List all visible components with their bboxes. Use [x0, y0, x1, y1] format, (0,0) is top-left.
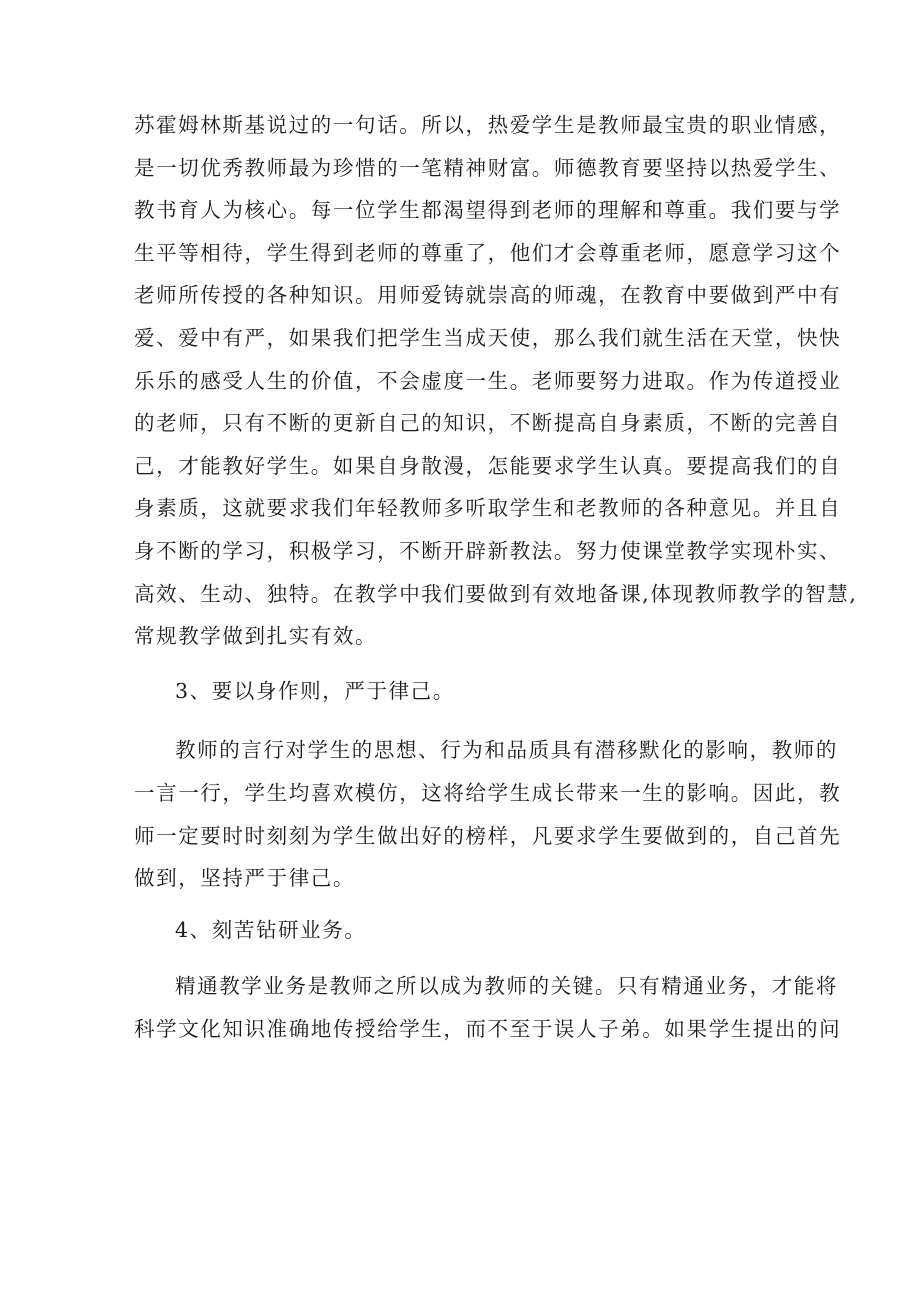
section-heading-3 [134, 670, 788, 713]
text-line: 乐乐的感受人生的价值，不会虚度一生。老师要努力进取。作为传道授业 [134, 368, 842, 393]
text-line: 爱、爱中有严，如果我们把学生当成天使，那么我们就生活在天堂，快快 [134, 325, 842, 350]
text-line: 一言一行，学生均喜欢模仿，这将给学生成长带来一生的影响。因此，教 [134, 780, 842, 805]
text-line: 己，才能教好学生。如果自身散漫，怎能要求学生认真。要提高我们的自 [134, 453, 842, 478]
text-line: 科学文化知识准确地传授给学生，而不至于误人子弟。如果学生提出的问 [134, 1016, 842, 1041]
body-paragraph-3 [134, 965, 842, 1050]
text-line: 师一定要时时刻刻为学生做出好的榜样，凡要求学生要做到的，自己首先 [134, 823, 842, 848]
text-line: 精通教学业务是教师之所以成为教师的关键。只有精通业务，才能将 [175, 974, 838, 999]
text-line: 身素质，这就要求我们年轻教师多听取学生和老教师的各种意见。并且自 [134, 496, 842, 521]
text-line: 生平等相待，学生得到老师的尊重了，他们才会尊重老师，愿意学习这个 [134, 240, 842, 265]
text-line: 的老师，只有不断的更新自己的知识，不断提高自身素质，不断的完善自 [134, 411, 842, 436]
text-line: 高效、生动、独特。在教学中我们要做到有效地备课,体现教师教学的智慧, [134, 581, 858, 606]
text-line: 做到，坚持严于律己。 [134, 866, 355, 891]
text-line: 老师所传授的各种知识。用师爱铸就崇高的师魂，在教育中要做到严中有 [134, 283, 842, 308]
section-heading-4 [134, 909, 788, 952]
body-paragraph-2 [134, 729, 842, 899]
text-line: 教师的言行对学生的思想、行为和品质具有潜移默化的影响，教师的 [175, 738, 838, 763]
text-line: 教书育人为核心。每一位学生都渴望得到老师的理解和尊重。我们要与学 [134, 198, 842, 223]
text-line: 常规教学做到扎实有效。 [134, 624, 378, 649]
heading-line: 3、要以身作则，严于律己。 [175, 678, 455, 703]
text-line: 苏霍姆林斯基说过的一句话。所以，热爱学生是教师最宝贵的职业情感， [134, 113, 842, 137]
text-line: 身不断的学习，积极学习，不断开辟新教法。努力使课堂教学实现朴实、 [134, 538, 842, 563]
heading-line: 4、刻苦钻研业务。 [175, 917, 367, 942]
body-paragraph-1 [134, 104, 858, 658]
text-line: 是一切优秀教师最为珍惜的一笔精神财富。师德教育要坚持以热爱学生、 [134, 155, 842, 180]
